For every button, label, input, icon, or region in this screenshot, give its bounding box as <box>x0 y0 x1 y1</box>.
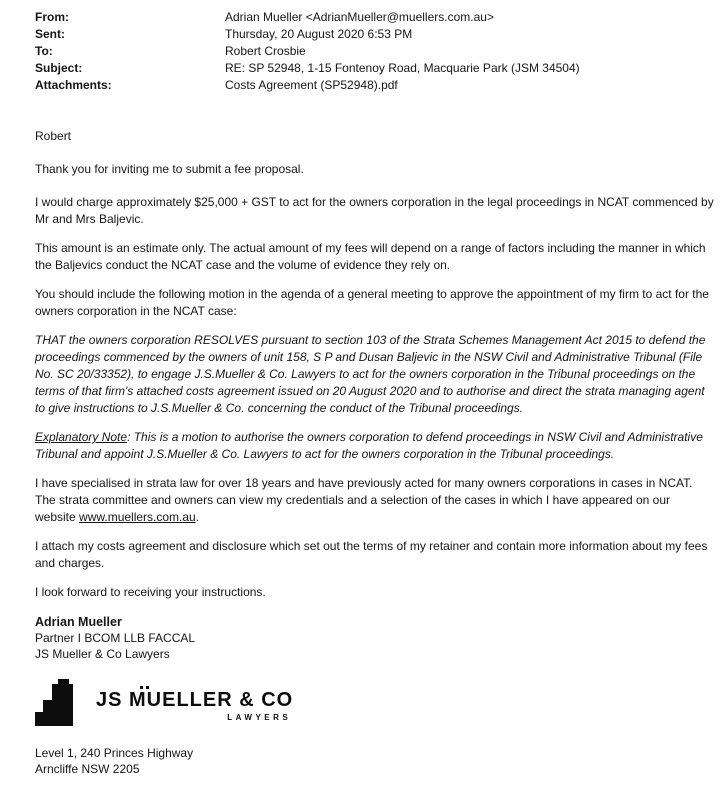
header-row-subject <box>35 60 713 77</box>
sent-value: Thursday, 20 August 2020 6:53 PM <box>225 27 413 41</box>
building-blocks-logo-icon <box>35 679 81 731</box>
logo-lawyers-text: LAWYERS <box>227 712 292 722</box>
credentials-text-end: . <box>195 510 200 524</box>
explanatory-note-label: Explanatory Note <box>35 430 128 444</box>
from-label: From: <box>35 10 69 24</box>
signature-block <box>35 614 713 662</box>
office-address <box>35 745 713 777</box>
paragraph-closing: I look forward to receiving your instructions. <box>35 585 266 599</box>
email-header <box>35 9 713 94</box>
credentials-text: I have specialised in strata law for over 18 years and have previously acted for many owners corporations in cases in NCAT. The strata committee and owners can view my credentials and a selection of the cases in which I have appeared on our website <box>35 476 693 524</box>
signature-firm: JS Mueller & Co Lawyers <box>35 647 170 661</box>
attachments-label: Attachments: <box>35 78 112 92</box>
subject-value: RE: SP 52948, 1-15 Fontenoy Road, Macquarie Park (JSM 34504) <box>225 61 580 75</box>
paragraph-credentials <box>35 475 714 526</box>
paragraph-motion-intro: You should include the following motion in the agenda of a general meeting to approve the appointment of my firm to act for the owners corporation in the NCAT case: <box>35 287 709 318</box>
paragraph-explanatory-note <box>35 429 714 463</box>
to-value: Robert Crosbie <box>225 44 306 58</box>
signature-name: Adrian Mueller <box>35 615 122 629</box>
header-row-attachments <box>35 77 713 94</box>
explanatory-note-text: : This is a motion to authorise the owners corporation to defend proceedings in NSW Civil and Administrative Tribunal and appoint J.S.Mueller & Co. Lawyers to act for the owners corporation in the Tribunal proceedings. <box>35 430 703 461</box>
subject-label: Subject: <box>35 61 83 75</box>
greeting-line: Robert <box>35 129 72 143</box>
logo-wordmark <box>96 689 293 722</box>
paragraph-motion-text: THAT the owners corporation RESOLVES pursuant to section 103 of the Strata Schemes Management Act 2015 to defend the proceedings commenced by the owners of unit 158, S P and Dusan Baljevic in the NSW Civil and Administrative Tribunal (File No. SC 20/33352), to engage J.S.Mueller & Co. Lawyers to act for the owners corporation in the Tribunal proceedings on the terms of that firm's attached costs agreement issued on 20 August 2020 and to authorise and direct the strata managing agent to give instructions to J.S.Mueller & Co. concerning the conduct of the Tribunal proceedings. <box>35 333 706 415</box>
address-line-2: Arncliffe NSW 2205 <box>35 762 140 776</box>
email-body <box>35 128 714 601</box>
firm-logo <box>35 679 713 731</box>
header-row-to <box>35 43 713 60</box>
paragraph-attachment-note: I attach my costs agreement and disclosure which set out the terms of my retainer and contain more information about my fees and charges. <box>35 539 708 570</box>
logo-brand-text: JS MUELLER & CO <box>96 688 294 711</box>
paragraph-estimate-disclaimer: This amount is an estimate only. The actual amount of my fees will depend on a range of factors including the manner in which the Baljevics conduct the NCAT case and the volume of evidence they rely on. <box>35 241 706 272</box>
brand-umlaut-mark <box>140 686 143 689</box>
sent-label: Sent: <box>35 27 65 41</box>
address-line-1: Level 1, 240 Princes Highway <box>35 746 194 760</box>
header-row-from <box>35 9 713 26</box>
to-label: To: <box>35 44 53 58</box>
website-link[interactable]: www.muellers.com.au <box>79 510 196 524</box>
paragraph-fee-quote: I would charge approximately $25,000 + GST to act for the owners corporation in the legal proceedings in NCAT commenced by Mr and Mrs Baljevic. <box>35 195 714 226</box>
attachment-file-name: Costs Agreement (SP52948).pdf <box>225 78 398 92</box>
signature-title: Partner I BCOM LLB FACCAL <box>35 631 196 645</box>
from-value: Adrian Mueller <AdrianMueller@muellers.com.au> <box>225 10 494 24</box>
paragraph-thanks: Thank you for inviting me to submit a fee proposal. <box>35 162 304 176</box>
header-row-sent <box>35 26 713 43</box>
